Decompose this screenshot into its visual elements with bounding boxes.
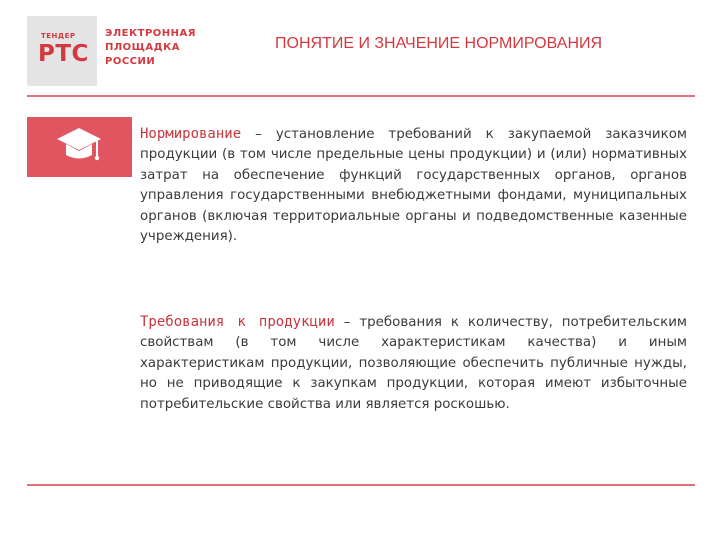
definition-separator: – [241, 127, 276, 142]
logo-small-text: ТЕНДЕР [41, 32, 76, 40]
logo-box [27, 16, 97, 86]
logo-caption-line: ПЛОЩАДКА [105, 42, 180, 53]
definition-paragraph-1 [140, 124, 687, 247]
definition-term: Нормирование [140, 126, 242, 142]
definition-paragraph-2 [140, 312, 687, 415]
definition-term: Требования к продукции [140, 314, 335, 330]
bottom-divider [27, 484, 695, 486]
logo-caption-line: РОССИИ [105, 56, 156, 67]
page-title: ПОНЯТИЕ И ЗНАЧЕНИЕ НОРМИРОВАНИЯ [275, 35, 603, 52]
definition-separator: – [334, 315, 360, 330]
logo-caption [105, 27, 215, 69]
definition-text: требования к количеству, потребительским свойствам (в том числе характеристикам качества) и иным характеристикам продукции, позволяющие обеспечить публичные нужды, но не приводящие к закупкам продукции, которая имеют избыточные потребительские свойства или является роскошью. [140, 315, 687, 412]
logo-caption-line: ЭЛЕКТРОННАЯ [105, 28, 196, 39]
top-divider [27, 95, 695, 97]
definition-text: установление требований к закупаемой заказчиком продукции (в том числе предельные цены продукции) и (или) нормативных затрат на обеспечение функций государственных органов, органов управления государственными внебюджетными фондами, муниципальных органов (включая территориальные органы и подведомственные казенные учреждения). [140, 127, 687, 245]
icon-tile [27, 117, 132, 177]
graduation-cap-icon [55, 124, 103, 170]
logo-brand-text: РТС [38, 41, 89, 67]
